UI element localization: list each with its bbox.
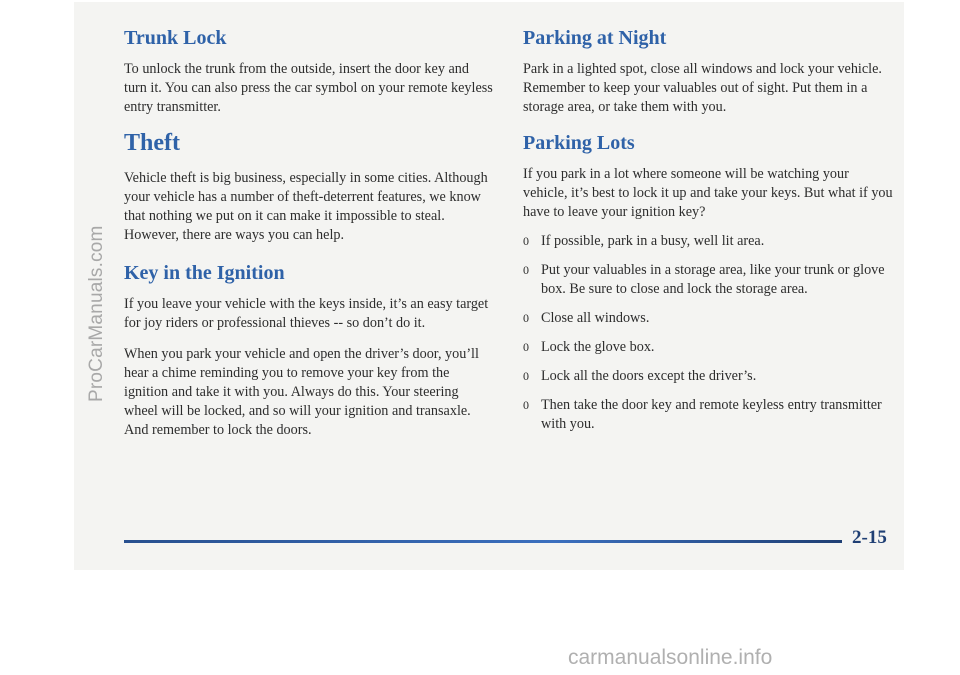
theft-section	[124, 127, 494, 245]
bullet-marker: 0	[523, 340, 529, 354]
key-in-ignition-text-2: When you park your vehicle and open the driver’s door, you’ll hear a chime reminding you to remove your key from the ignition and take it with you. Always do this. Your steering wheel will be locked, and so will your ignition and transaxle. And remember to lock the doors.	[124, 346, 479, 438]
parking-lots-section	[523, 129, 893, 434]
theft-heading: Theft	[124, 130, 180, 156]
list-item: 0 Put your valuables in a storage area, like your trunk or glove box. Be sure to close and lock the storage area.	[523, 262, 885, 297]
list-item: 0 Then take the door key and remote keyless entry transmitter with you.	[523, 397, 882, 432]
key-in-ignition-text-1: If you leave your vehicle with the keys inside, it’s an easy target for joy riders or professional thieves -- so don’t do it.	[124, 296, 489, 331]
list-item: 0 Lock all the doors except the driver’s.	[523, 368, 757, 384]
footer-rule	[124, 540, 842, 543]
side-watermark: ProCarManuals.com	[86, 225, 107, 402]
trunk-lock-text: To unlock the trunk from the outside, insert the door key and turn it. You can also press the car symbol on your remote keyless entry transmitter.	[124, 61, 493, 115]
left-column	[124, 24, 494, 440]
page-number: 2-15	[852, 527, 887, 548]
list-item: 0 Lock the glove box.	[523, 339, 655, 355]
parking-lots-text: If you park in a lot where someone will be watching your vehicle, it’s best to lock it up and take your keys. But what if you have to leave your ignition key?	[523, 166, 893, 220]
bullet-marker: 0	[523, 263, 529, 277]
bottom-watermark: carmanualsonline.info	[568, 646, 773, 669]
right-column	[523, 24, 893, 444]
bullet-marker: 0	[523, 311, 529, 325]
trunk-lock-section	[124, 24, 494, 117]
theft-text: Vehicle theft is big business, especially in some cities. Although your vehicle has a number of theft-deterrent features, we know that nothing we put on it can make it impossible to steal. However, there are ways you can help.	[124, 170, 488, 243]
parking-at-night-heading: Parking at Night	[523, 27, 667, 49]
list-item: 0 Close all windows.	[523, 310, 650, 326]
bullet-marker: 0	[523, 398, 529, 412]
parking-at-night-section	[523, 24, 893, 117]
bullet-marker: 0	[523, 369, 529, 383]
key-in-ignition-section	[124, 259, 494, 440]
key-in-ignition-heading: Key in the Ignition	[124, 262, 285, 284]
parking-lots-bullet-list	[523, 232, 893, 434]
parking-at-night-text: Park in a lighted spot, close all windows and lock your vehicle. Remember to keep your valuables out of sight. Put them in a storage area, or take them with you.	[523, 61, 882, 115]
list-item: 0 If possible, park in a busy, well lit area.	[523, 233, 765, 249]
parking-lots-heading: Parking Lots	[523, 132, 635, 154]
bullet-marker: 0	[523, 234, 529, 248]
trunk-lock-heading: Trunk Lock	[124, 27, 227, 49]
